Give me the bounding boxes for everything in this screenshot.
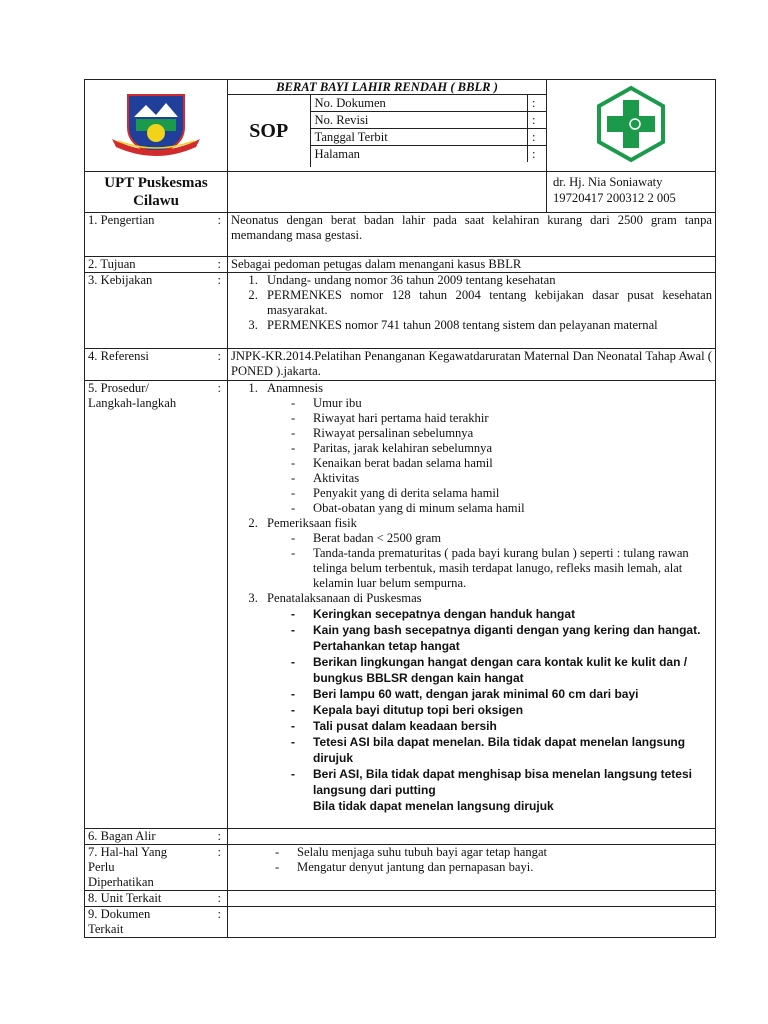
list-item: - Mengatur denyut jantung dan pernapasan bayi.	[271, 860, 712, 875]
row-label-pengertian: 1. Pengertian :	[85, 213, 228, 257]
list-item: - Kenaikan berat badan selama hamil	[287, 456, 712, 471]
kebijakan-list	[228, 273, 716, 349]
meta-label: Tanggal Terbit	[311, 129, 528, 146]
blank-cell	[228, 172, 547, 213]
row-label-dokumen: 9. Dokumen Terkait :	[85, 907, 228, 938]
list-item: - Kain yang bash secepatnya diganti dengan yang kering dan hangat. Pertahankan tetap hangat	[287, 622, 712, 654]
institution-line: UPT Puskesmas	[104, 175, 208, 191]
list-item: - Selalu menjaga suhu tubuh bayi agar tetap hangat	[271, 845, 712, 860]
row-label-prosedur: 5. Prosedur/ Langkah-langkah :	[85, 381, 228, 829]
meta-label: Halaman	[311, 146, 528, 163]
kebijakan-item: 3. PERMENKES nomor 741 tahun 2008 tentang sistem dan pelayanan maternal	[261, 318, 712, 333]
row-label-kebijakan: 3. Kebijakan :	[85, 273, 228, 349]
crest-icon	[106, 89, 206, 159]
list-item: - Riwayat persalinan sebelumnya	[287, 426, 712, 441]
prosedur-section	[261, 381, 712, 516]
meta-colon: :	[528, 146, 547, 163]
row-label-tujuan: 2. Tujuan :	[85, 257, 228, 273]
referensi-text: JNPK-KR.2014.Pelatihan Penanganan Kegawatdaruratan Maternal Dan Neonatal Tahap Awal ( PONED ).jakarta.	[228, 349, 716, 381]
list-item: - Kepala bayi ditutup topi beri oksigen	[287, 702, 712, 718]
list-item: - Obat-obatan yang di minum selama hamil	[287, 501, 712, 516]
institution-name	[85, 172, 228, 213]
list-item: - Berikan lingkungan hangat dengan cara kontak kulit ke kulit dan / bungkus BBLSR dengan kain hangat	[287, 654, 712, 686]
sop-document	[84, 79, 715, 938]
row-label-unit: 8. Unit Terkait :	[85, 891, 228, 907]
meta-label: No. Revisi	[311, 112, 528, 129]
tujuan-text: Sebagai pedoman petugas dalam menangani kasus BBLR	[228, 257, 716, 273]
kebijakan-item: 2. PERMENKES nomor 128 tahun 2004 tentang kebijakan dasar pusat kesehatan masyarakat.	[261, 288, 712, 318]
kebijakan-item: 1. Undang- undang nomor 36 tahun 2009 tentang kesehatan	[261, 273, 712, 288]
list-item: - Berat badan < 2500 gram	[287, 531, 712, 546]
list-item: - Umur ibu	[287, 396, 712, 411]
prosedur-content	[228, 381, 716, 829]
section-title: Anamnesis	[267, 381, 323, 395]
meta-colon: :	[528, 129, 547, 146]
list-item: - Beri ASI, Bila tidak dapat menghisap bisa menelan langsung tetesi langsung dari putting	[287, 766, 712, 798]
meta-colon: :	[528, 95, 547, 112]
row-label-hal: 7. Hal-hal Yang Perlu Diperhatikan :	[85, 845, 228, 891]
section-note: Bila tidak dapat menelan langsung dirujuk	[313, 799, 554, 813]
list-item: - Tali pusat dalam keadaan bersih	[287, 718, 712, 734]
meta-colon: :	[528, 112, 547, 129]
unit-empty	[228, 891, 716, 907]
prosedur-section	[261, 516, 712, 591]
pengertian-text: Neonatus dengan berat badan lahir pada saat kelahiran kurang dari 2500 gram tanpa memandang masa gestasi.	[228, 213, 716, 257]
list-item: - Beri lampu 60 watt, dengan jarak minimal 60 cm dari bayi	[287, 686, 712, 702]
list-item: - Tetesi ASI bila dapat menelan. Bila tidak dapat menelan langsung dirujuk	[287, 734, 712, 766]
bagan-empty	[228, 829, 716, 845]
list-item: - Tanda-tanda prematuritas ( pada bayi kurang bulan ) seperti : tulang rawan telinga belum terbentuk, masih terdapat lanugo, refleks masih lemah, alat kelamin luar belum sempurna.	[287, 546, 712, 591]
signer-name: dr. Hj. Nia Soniawaty	[553, 175, 663, 189]
row-label-referensi: 4. Referensi :	[85, 349, 228, 381]
health-cross-icon	[591, 84, 671, 164]
signer-nip: 19720417 200312 2 005	[553, 191, 676, 205]
dokumen-empty	[228, 907, 716, 938]
row-label-bagan: 6. Bagan Alir :	[85, 829, 228, 845]
puskesmas-logo	[547, 80, 716, 172]
signer-block	[547, 172, 716, 213]
list-item: - Aktivitas	[287, 471, 712, 486]
sop-label: SOP	[228, 95, 310, 167]
document-title: BERAT BAYI LAHIR RENDAH ( BBLR )	[228, 80, 546, 95]
list-item: - Keringkan secepatnya dengan handuk hangat	[287, 606, 712, 622]
section-title: Pemeriksaan fisik	[267, 516, 357, 530]
list-item: - Riwayat hari pertama haid terakhir	[287, 411, 712, 426]
section-title: Penatalaksanaan di Puskesmas	[267, 591, 422, 605]
regency-crest-logo	[85, 80, 228, 172]
meta-label: No. Dokumen	[311, 95, 528, 112]
hal-list	[228, 845, 716, 891]
list-item: - Paritas, jarak kelahiran sebelumnya	[287, 441, 712, 456]
list-item: - Penyakit yang di derita selama hamil	[287, 486, 712, 501]
institution-line: Cilawu	[133, 193, 179, 209]
prosedur-section	[261, 591, 712, 814]
